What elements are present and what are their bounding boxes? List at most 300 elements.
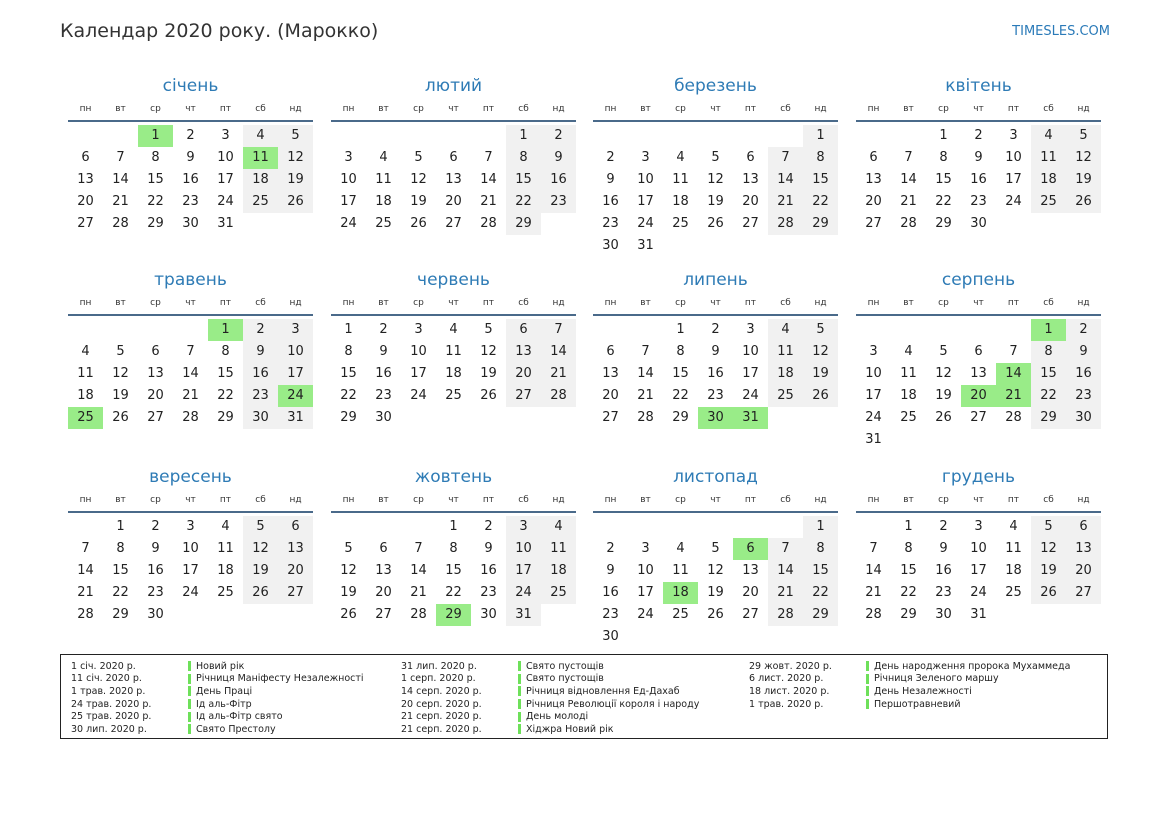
holiday-date: 31 лип. 2020 р. bbox=[401, 660, 477, 672]
month-divider bbox=[331, 120, 576, 122]
empty-day-cell bbox=[593, 516, 628, 538]
site-link[interactable]: TIMESLES.COM bbox=[1012, 24, 1110, 39]
day-cell: 23 bbox=[935, 585, 952, 600]
month-name: серпень bbox=[941, 270, 1016, 290]
day-cell: 10 bbox=[506, 538, 541, 560]
weekday-label: пн bbox=[867, 104, 880, 114]
week-row bbox=[856, 538, 1101, 560]
month-divider bbox=[593, 314, 838, 316]
day-cell: 14 bbox=[410, 563, 427, 578]
weekday-header bbox=[331, 494, 576, 507]
day-cell: 21 bbox=[480, 194, 497, 209]
day-cell: 14 bbox=[182, 366, 199, 381]
day-cell: 7 bbox=[768, 538, 803, 560]
day-cell: 21 bbox=[541, 363, 576, 385]
holiday-date: 29 жовт. 2020 р. bbox=[749, 660, 832, 672]
holiday-name: Ід аль-Фітр bbox=[196, 698, 252, 710]
day-cell: 5 bbox=[939, 344, 948, 359]
day-cell: 8 bbox=[344, 344, 353, 359]
week-row bbox=[593, 538, 838, 560]
weekday-label: пт bbox=[219, 298, 232, 308]
empty-day-cell bbox=[663, 235, 698, 257]
day-cell: 21 bbox=[182, 388, 199, 403]
empty-day-cell bbox=[103, 319, 138, 341]
day-cell: 29 bbox=[672, 410, 689, 425]
weekday-label: пт bbox=[1007, 495, 1020, 505]
day-cell: 19 bbox=[803, 363, 838, 385]
day-cell: 29 bbox=[436, 604, 471, 626]
day-cell: 6 bbox=[733, 538, 768, 560]
empty-day-cell bbox=[803, 626, 838, 648]
day-cell: 3 bbox=[974, 519, 983, 534]
empty-day-cell bbox=[243, 213, 278, 235]
week-row bbox=[856, 407, 1101, 429]
weekday-label: пн bbox=[79, 104, 92, 114]
month-block bbox=[68, 74, 313, 235]
empty-day-cell bbox=[733, 125, 768, 147]
holiday-entry bbox=[401, 723, 699, 736]
empty-day-cell bbox=[768, 125, 803, 147]
day-cell: 2 bbox=[151, 519, 160, 534]
day-cell: 23 bbox=[707, 388, 724, 403]
weekday-label: пн bbox=[867, 298, 880, 308]
day-cell: 2 bbox=[541, 125, 576, 147]
day-cell: 7 bbox=[414, 541, 423, 556]
day-cell: 16 bbox=[182, 172, 199, 187]
weekday-label: ср bbox=[938, 495, 949, 505]
day-cell: 5 bbox=[116, 344, 125, 359]
day-cell: 1 bbox=[116, 519, 125, 534]
empty-day-cell bbox=[1066, 604, 1101, 626]
day-cell: 19 bbox=[1066, 169, 1101, 191]
weekday-label: нд bbox=[289, 495, 302, 505]
day-cell: 14 bbox=[900, 172, 917, 187]
day-cell: 31 bbox=[217, 216, 234, 231]
holiday-marker bbox=[188, 686, 191, 696]
day-cell: 28 bbox=[637, 410, 654, 425]
day-cell: 22 bbox=[672, 388, 689, 403]
week-row bbox=[331, 385, 576, 407]
day-cell: 19 bbox=[340, 585, 357, 600]
day-cell: 18 bbox=[445, 366, 462, 381]
day-cell: 22 bbox=[217, 388, 234, 403]
weekday-label: нд bbox=[552, 495, 565, 505]
day-cell: 14 bbox=[637, 366, 654, 381]
day-cell: 31 bbox=[637, 238, 654, 253]
empty-day-cell bbox=[856, 125, 891, 147]
weekday-label: нд bbox=[289, 104, 302, 114]
day-cell: 21 bbox=[637, 388, 654, 403]
day-cell: 14 bbox=[77, 563, 94, 578]
day-cell: 27 bbox=[147, 410, 164, 425]
day-cell: 15 bbox=[672, 366, 689, 381]
day-cell: 21 bbox=[865, 585, 882, 600]
day-cell: 23 bbox=[1066, 385, 1101, 407]
day-cell: 5 bbox=[414, 150, 423, 165]
day-cell: 22 bbox=[803, 191, 838, 213]
day-cell: 30 bbox=[602, 238, 619, 253]
day-cell: 10 bbox=[182, 541, 199, 556]
holiday-date: 1 трав. 2020 р. bbox=[71, 685, 146, 697]
day-cell: 25 bbox=[243, 191, 278, 213]
week-row bbox=[331, 516, 576, 538]
week-row bbox=[68, 516, 313, 538]
month-block bbox=[68, 268, 313, 429]
holiday-marker bbox=[188, 712, 191, 722]
empty-day-cell bbox=[401, 125, 436, 147]
empty-day-cell bbox=[1031, 429, 1066, 451]
day-cell: 12 bbox=[340, 563, 357, 578]
weekday-label: нд bbox=[552, 104, 565, 114]
day-cell: 8 bbox=[904, 541, 913, 556]
empty-day-cell bbox=[68, 125, 103, 147]
week-row bbox=[68, 407, 313, 429]
weekday-label: сб bbox=[518, 298, 529, 308]
day-cell: 9 bbox=[974, 150, 983, 165]
empty-day-cell bbox=[278, 604, 313, 626]
day-cell: 28 bbox=[112, 216, 129, 231]
day-cell: 20 bbox=[147, 388, 164, 403]
week-row bbox=[331, 407, 576, 429]
empty-day-cell bbox=[541, 604, 576, 626]
day-cell: 1 bbox=[803, 516, 838, 538]
day-cell: 29 bbox=[506, 213, 541, 235]
holiday-name: Хіджра Новий рік bbox=[526, 723, 614, 735]
day-cell: 23 bbox=[375, 388, 392, 403]
weekday-label: чт bbox=[448, 104, 459, 114]
day-cell: 27 bbox=[742, 607, 759, 622]
empty-day-cell bbox=[471, 407, 506, 429]
weekday-label: нд bbox=[289, 298, 302, 308]
day-cell: 22 bbox=[112, 585, 129, 600]
week-row bbox=[68, 538, 313, 560]
day-cell: 5 bbox=[1031, 516, 1066, 538]
weekday-label: чт bbox=[973, 298, 984, 308]
weekday-label: вт bbox=[903, 104, 914, 114]
week-row bbox=[593, 407, 838, 429]
weekday-label: нд bbox=[1077, 495, 1090, 505]
weekday-label: вт bbox=[115, 298, 126, 308]
empty-day-cell bbox=[768, 407, 803, 429]
holiday-marker bbox=[866, 699, 869, 709]
holiday-name: Свято Престолу bbox=[196, 723, 276, 735]
day-cell: 12 bbox=[1066, 147, 1101, 169]
day-cell: 6 bbox=[81, 150, 90, 165]
holiday-marker bbox=[518, 674, 521, 684]
empty-day-cell bbox=[768, 516, 803, 538]
day-cell: 26 bbox=[112, 410, 129, 425]
day-cell: 27 bbox=[865, 216, 882, 231]
day-cell: 1 bbox=[1031, 319, 1066, 341]
day-cell: 9 bbox=[151, 541, 160, 556]
day-cell: 11 bbox=[243, 147, 278, 169]
empty-day-cell bbox=[856, 516, 891, 538]
day-cell: 6 bbox=[151, 344, 160, 359]
empty-day-cell bbox=[541, 213, 576, 235]
empty-day-cell bbox=[663, 125, 698, 147]
day-cell: 4 bbox=[243, 125, 278, 147]
empty-day-cell bbox=[733, 626, 768, 648]
empty-day-cell bbox=[138, 319, 173, 341]
week-row bbox=[856, 385, 1101, 407]
day-cell: 21 bbox=[410, 585, 427, 600]
day-cell: 7 bbox=[1009, 344, 1018, 359]
day-cell: 1 bbox=[138, 125, 173, 147]
day-cell: 18 bbox=[217, 563, 234, 578]
holiday-entry bbox=[71, 723, 364, 736]
holiday-marker bbox=[188, 699, 191, 709]
day-cell: 23 bbox=[480, 585, 497, 600]
day-cell: 1 bbox=[449, 519, 458, 534]
empty-day-cell bbox=[996, 213, 1031, 235]
day-cell: 20 bbox=[602, 388, 619, 403]
day-cell: 15 bbox=[112, 563, 129, 578]
holiday-entry bbox=[401, 710, 699, 723]
empty-day-cell bbox=[401, 516, 436, 538]
day-cell: 25 bbox=[672, 607, 689, 622]
day-cell: 3 bbox=[641, 541, 650, 556]
day-cell: 13 bbox=[278, 538, 313, 560]
day-cell: 24 bbox=[1005, 194, 1022, 209]
weekday-label: нд bbox=[814, 104, 827, 114]
weekday-label: ср bbox=[413, 298, 424, 308]
holiday-marker bbox=[866, 674, 869, 684]
day-cell: 11 bbox=[541, 538, 576, 560]
month-name: жовтень bbox=[414, 467, 493, 487]
day-cell: 12 bbox=[480, 344, 497, 359]
empty-day-cell bbox=[1066, 213, 1101, 235]
day-cell: 4 bbox=[676, 541, 685, 556]
weekday-label: вт bbox=[115, 104, 126, 114]
weekday-label: чт bbox=[448, 298, 459, 308]
day-cell: 20 bbox=[506, 363, 541, 385]
day-cell: 20 bbox=[445, 194, 462, 209]
empty-day-cell bbox=[366, 516, 401, 538]
day-cell: 3 bbox=[506, 516, 541, 538]
empty-day-cell bbox=[891, 125, 926, 147]
day-cell: 9 bbox=[1066, 341, 1101, 363]
day-cell: 15 bbox=[1031, 363, 1066, 385]
day-cell: 19 bbox=[243, 560, 278, 582]
empty-day-cell bbox=[628, 319, 663, 341]
empty-day-cell bbox=[243, 604, 278, 626]
holiday-marker bbox=[518, 712, 521, 722]
day-cell: 25 bbox=[217, 585, 234, 600]
day-cell: 26 bbox=[935, 410, 952, 425]
week-row bbox=[331, 213, 576, 235]
day-cell: 27 bbox=[506, 385, 541, 407]
empty-day-cell bbox=[593, 319, 628, 341]
day-cell: 30 bbox=[147, 607, 164, 622]
day-cell: 20 bbox=[375, 585, 392, 600]
weekday-label: чт bbox=[185, 495, 196, 505]
month-name: вересень bbox=[149, 467, 232, 487]
weekday-label: пн bbox=[604, 104, 617, 114]
weekday-label: ср bbox=[938, 104, 949, 114]
day-cell: 12 bbox=[707, 563, 724, 578]
holiday-marker bbox=[188, 661, 191, 671]
month-name: лютий bbox=[424, 76, 483, 96]
day-cell: 30 bbox=[243, 407, 278, 429]
weekday-label: пт bbox=[1007, 104, 1020, 114]
holiday-entry bbox=[71, 698, 364, 711]
weekday-label: сб bbox=[780, 495, 791, 505]
day-cell: 12 bbox=[1031, 538, 1066, 560]
month-block bbox=[593, 465, 838, 648]
empty-day-cell bbox=[628, 516, 663, 538]
day-cell: 9 bbox=[606, 172, 615, 187]
day-cell: 4 bbox=[541, 516, 576, 538]
day-cell: 12 bbox=[243, 538, 278, 560]
holiday-entry bbox=[71, 673, 364, 686]
empty-day-cell bbox=[471, 125, 506, 147]
day-cell: 10 bbox=[340, 172, 357, 187]
day-cell: 22 bbox=[935, 194, 952, 209]
empty-day-cell bbox=[663, 516, 698, 538]
day-cell: 26 bbox=[410, 216, 427, 231]
weekday-label: ср bbox=[150, 495, 161, 505]
week-row bbox=[856, 429, 1101, 451]
day-cell: 11 bbox=[375, 172, 392, 187]
day-cell: 29 bbox=[900, 607, 917, 622]
day-cell: 17 bbox=[742, 366, 759, 381]
day-cell: 25 bbox=[445, 388, 462, 403]
day-cell: 18 bbox=[672, 194, 689, 209]
day-cell: 24 bbox=[506, 582, 541, 604]
day-cell: 17 bbox=[506, 560, 541, 582]
day-cell: 20 bbox=[961, 385, 996, 407]
weekday-label: чт bbox=[973, 104, 984, 114]
day-cell: 3 bbox=[641, 150, 650, 165]
day-cell: 20 bbox=[77, 194, 94, 209]
weekday-header bbox=[856, 297, 1101, 310]
day-cell: 30 bbox=[182, 216, 199, 231]
day-cell: 14 bbox=[768, 169, 803, 191]
day-cell: 24 bbox=[970, 585, 987, 600]
day-cell: 21 bbox=[900, 194, 917, 209]
day-cell: 22 bbox=[900, 585, 917, 600]
day-cell: 21 bbox=[768, 582, 803, 604]
day-cell: 8 bbox=[116, 541, 125, 556]
weekday-label: чт bbox=[710, 298, 721, 308]
weekday-label: сб bbox=[1043, 298, 1054, 308]
day-cell: 28 bbox=[768, 213, 803, 235]
day-cell: 2 bbox=[606, 541, 615, 556]
day-cell: 12 bbox=[410, 172, 427, 187]
holiday-name: Річниця Маніфесту Незалежності bbox=[196, 673, 364, 685]
month-block bbox=[856, 268, 1101, 451]
week-row bbox=[593, 626, 838, 648]
empty-day-cell bbox=[768, 235, 803, 257]
week-row bbox=[331, 363, 576, 385]
day-cell: 3 bbox=[278, 319, 313, 341]
holiday-date: 30 лип. 2020 р. bbox=[71, 723, 147, 735]
day-cell: 16 bbox=[541, 169, 576, 191]
day-cell: 31 bbox=[506, 604, 541, 626]
day-cell: 10 bbox=[637, 563, 654, 578]
day-cell: 1 bbox=[208, 319, 243, 341]
day-cell: 23 bbox=[182, 194, 199, 209]
day-cell: 7 bbox=[869, 541, 878, 556]
week-row bbox=[68, 363, 313, 385]
week-row bbox=[331, 341, 576, 363]
day-cell: 2 bbox=[1066, 319, 1101, 341]
day-cell: 24 bbox=[340, 216, 357, 231]
month-block bbox=[593, 74, 838, 257]
week-row bbox=[593, 560, 838, 582]
day-cell: 4 bbox=[379, 150, 388, 165]
day-cell: 10 bbox=[637, 172, 654, 187]
empty-day-cell bbox=[803, 235, 838, 257]
week-row bbox=[331, 191, 576, 213]
weekday-label: сб bbox=[255, 495, 266, 505]
week-row bbox=[856, 516, 1101, 538]
day-cell: 7 bbox=[768, 147, 803, 169]
empty-day-cell bbox=[698, 235, 733, 257]
empty-day-cell bbox=[628, 125, 663, 147]
week-row bbox=[593, 213, 838, 235]
weekday-label: пн bbox=[604, 495, 617, 505]
week-row bbox=[593, 191, 838, 213]
holiday-date: 21 серп. 2020 р. bbox=[401, 711, 482, 723]
week-row bbox=[68, 341, 313, 363]
day-cell: 9 bbox=[711, 344, 720, 359]
month-block bbox=[331, 465, 576, 626]
weekday-label: пн bbox=[79, 495, 92, 505]
day-cell: 13 bbox=[375, 563, 392, 578]
day-cell: 3 bbox=[221, 128, 230, 143]
day-cell: 26 bbox=[480, 388, 497, 403]
day-cell: 5 bbox=[484, 322, 493, 337]
weekday-header bbox=[856, 494, 1101, 507]
day-cell: 24 bbox=[742, 388, 759, 403]
empty-day-cell bbox=[68, 319, 103, 341]
weekday-label: пн bbox=[79, 298, 92, 308]
day-cell: 7 bbox=[484, 150, 493, 165]
day-cell: 9 bbox=[606, 563, 615, 578]
holidays-column bbox=[749, 660, 1070, 710]
day-cell: 13 bbox=[970, 366, 987, 381]
day-cell: 11 bbox=[1005, 541, 1022, 556]
day-cell: 13 bbox=[742, 172, 759, 187]
empty-day-cell bbox=[331, 125, 366, 147]
day-cell: 4 bbox=[768, 319, 803, 341]
month-divider bbox=[331, 511, 576, 513]
day-cell: 14 bbox=[865, 563, 882, 578]
week-row bbox=[856, 363, 1101, 385]
day-cell: 29 bbox=[1031, 407, 1066, 429]
day-cell: 2 bbox=[379, 322, 388, 337]
weekday-label: чт bbox=[185, 104, 196, 114]
day-cell: 18 bbox=[77, 388, 94, 403]
weekday-label: чт bbox=[973, 495, 984, 505]
empty-day-cell bbox=[891, 319, 926, 341]
day-cell: 3 bbox=[414, 322, 423, 337]
day-cell: 21 bbox=[77, 585, 94, 600]
holiday-name: День Праці bbox=[196, 685, 253, 697]
day-cell: 5 bbox=[803, 319, 838, 341]
holiday-name: Ід аль-Фітр свято bbox=[196, 711, 283, 723]
day-cell: 7 bbox=[541, 319, 576, 341]
day-cell: 27 bbox=[742, 216, 759, 231]
day-cell: 31 bbox=[865, 432, 882, 447]
empty-day-cell bbox=[436, 125, 471, 147]
day-cell: 18 bbox=[768, 363, 803, 385]
day-cell: 6 bbox=[506, 319, 541, 341]
day-cell: 13 bbox=[602, 366, 619, 381]
day-cell: 16 bbox=[707, 366, 724, 381]
day-cell: 15 bbox=[147, 172, 164, 187]
